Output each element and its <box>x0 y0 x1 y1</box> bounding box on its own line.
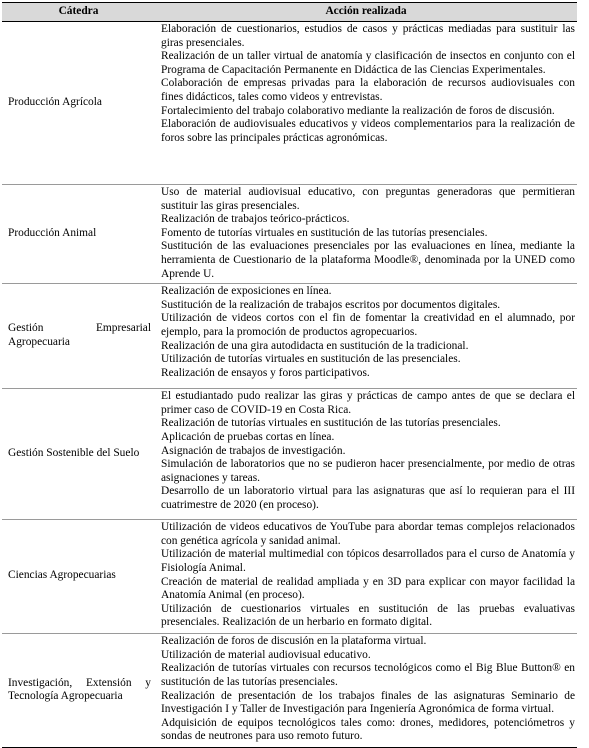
table-row <box>2 520 577 634</box>
accion-item: Aplicación de pruebas cortas en línea. <box>161 430 335 443</box>
accion-item: Creación de material de realidad ampliada y en 3D para explicar con mayor facilidad la Anatomía Animal (en proceso). <box>161 575 575 602</box>
table-row <box>2 22 577 185</box>
accion-item: Colaboración de empresas privadas para la elaboración de recursos audiovisuales con fines didácticos, tales como videos y entrevistas. <box>161 77 575 103</box>
acciones-cell <box>155 634 577 748</box>
accion-item: Elaboración de cuestionarios, estudios de casos y prácticas mediadas para sustituir las giras presenciales. <box>161 23 575 49</box>
accion-item: Utilización de tutorías virtuales en sustitución de las presenciales. <box>161 353 461 366</box>
accion-item: Realización de tutorías virtuales en sustitución de las tutorías presenciales. <box>161 417 501 430</box>
accion-item: Realización de foros de discusión en la plataforma virtual. <box>161 635 427 648</box>
acciones-cell <box>155 520 577 634</box>
table-row <box>2 389 577 520</box>
catedra-cell: Investigación, Extensión y Tecnología Agropecuaria <box>2 634 155 748</box>
accion-item: Uso de material audiovisual educativo, con preguntas generadoras que permitieran sustituir las giras presenciales. <box>161 186 575 212</box>
accion-item: Utilización de cuestionarios virtuales en sustitución de las pruebas evaluativas presenciales. Realización de un herbario en formato digital. <box>161 602 575 629</box>
accion-item: Elaboración de audiovisuales educativos y videos complementarios para la realización de foros sobre las principales prácticas agronómicas. <box>161 118 575 144</box>
accion-item: Asignación de trabajos de investigación. <box>161 444 346 457</box>
accion-item: Realización de trabajos teórico-prácticos. <box>161 213 350 226</box>
accion-item: Utilización de videos educativos de YouTube para abordar temas complejos relacionados con genética agrícola y sanidad animal. <box>161 521 575 547</box>
catedra-cell: Gestión Sostenible del Suelo <box>2 389 155 520</box>
catedra-cell: Ciencias Agropecuarias <box>2 520 155 634</box>
catedra-cell: Producción Animal <box>2 185 155 284</box>
accion-item: Realización de una gira autodidacta en sustitución de la tradicional. <box>161 339 469 352</box>
accion-item: Fortalecimiento del trabajo colaborativo mediante la realización de foros de discusión. <box>161 104 555 117</box>
accion-item: Realización de ensayos y foros participativos. <box>161 366 370 379</box>
catedra-cell: Gestión Empresarial Agropecuaria <box>2 284 155 389</box>
accion-item: Desarrollo de un laboratorio virtual para las asignaturas que así lo requieran para el III cuatrimestre de 2020 (en proceso). <box>161 485 575 511</box>
header-row <box>2 3 577 22</box>
accion-item: Sustitución de la realización de trabajos escritos por documentos digitales. <box>161 298 501 311</box>
header-accion: Acción realizada <box>155 3 577 22</box>
acciones-cell <box>155 185 577 284</box>
accion-item: Realización de presentación de los trabajos finales de las asignaturas Seminario de Investigación I y Taller de Investigación para Ingeniería Agronómica de forma virtual. <box>161 689 575 716</box>
actions-table <box>2 2 577 748</box>
accion-item: Sustitución de las evaluaciones presenciales por las evaluaciones en línea, mediante la herramienta de Cuestionario de la plataforma Moodle®, denominada por la UNED como Aprende U. <box>161 240 575 280</box>
accion-item: El estudiantado pudo realizar las giras y prácticas de campo antes de que se declara el primer caso de COVID-19 en Costa Rica. <box>161 390 575 416</box>
accion-item: Utilización de material audiovisual educativo. <box>161 648 371 661</box>
accion-item: Simulación de laboratorios que no se pudieron hacer presencialmente, por medio de otras asignaciones y tareas. <box>161 458 575 484</box>
acciones-cell <box>155 389 577 520</box>
accion-item: Realización de exposiciones en línea. <box>161 285 332 298</box>
table-row <box>2 185 577 284</box>
catedra-cell: Producción Agrícola <box>2 22 155 185</box>
accion-item: Realización de un taller virtual de anatomía y clasificación de insectos en conjunto con el Programa de Capacitación Permanente en Didáctica de las Ciencias Experimentales. <box>161 50 575 76</box>
table-row <box>2 284 577 389</box>
acciones-cell <box>155 22 577 185</box>
header-catedra: Cátedra <box>2 3 155 22</box>
accion-item: Realización de tutorías virtuales con recursos tecnológicos como el Big Blue Button® en sustitución de las tutorías presenciales. <box>161 662 575 688</box>
accion-item: Adquisición de equipos tecnológicos tales como: drones, medidores, potenciómetros y sondas de neutrones para uso remoto futuro. <box>161 716 575 743</box>
accion-item: Utilización de videos cortos con el fin de fomentar la creatividad en el alumnado, por ejemplo, para la promoción de productos agropecuarios. <box>161 312 575 338</box>
accion-item: Utilización de material multimedial con tópicos desarrollados para el curso de Anatomía y Fisiología Animal. <box>161 548 575 574</box>
acciones-cell <box>155 284 577 389</box>
table-row <box>2 634 577 748</box>
accion-item: Fomento de tutorías virtuales en sustitución de las tutorías presenciales. <box>161 226 488 239</box>
